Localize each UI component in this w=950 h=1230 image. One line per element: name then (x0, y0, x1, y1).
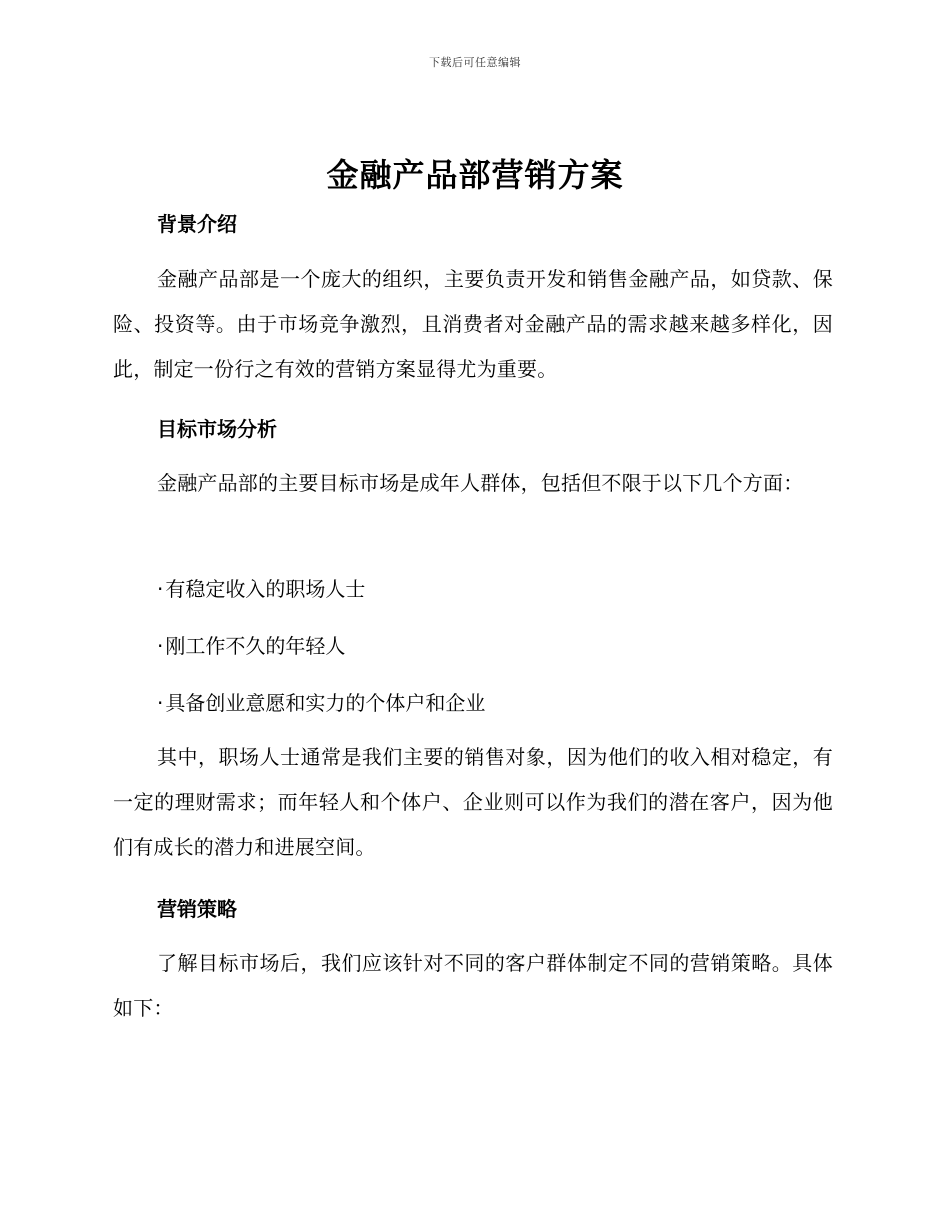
bullet-icon: · (157, 577, 164, 601)
list-item-text: 具备创业意愿和实力的个体户和企业 (165, 691, 486, 715)
paragraph-target-market-conclusion: 其中，职场人士通常是我们主要的销售对象，因为他们的收入相对稳定，有一定的理财需求；而年轻人和个体户、企业则可以作为我们的潜在客户，因为他们有成长的潜力和进展空间。 (113, 745, 833, 859)
list-item (157, 630, 345, 659)
paragraph-target-market-intro: 金融产品部的主要目标市场是成年人群体，包括但不限于以下几个方面： (157, 471, 804, 495)
list-item-text: 有稳定收入的职场人士 (165, 577, 366, 601)
paragraph-background: 金融产品部是一个庞大的组织，主要负责开发和销售金融产品，如贷款、保险、投资等。由于市场竞争激烈，且消费者对金融产品的需求越来越多样化，因此，制定一份行之有效的营销方案显得尤为重要。 (113, 267, 833, 381)
paragraph-strategy: 了解目标市场后，我们应该针对不同的客户群体制定不同的营销策略。具体如下： (113, 951, 833, 1020)
section-heading-background: 背景介绍 (157, 212, 237, 236)
section-heading-target-market: 目标市场分析 (157, 417, 277, 441)
list-item-text: 刚工作不久的年轻人 (165, 634, 346, 658)
document-title: 金融产品部营销方案 (326, 156, 624, 194)
section-heading-strategy: 营销策略 (157, 897, 237, 921)
list-item (157, 573, 365, 602)
list-item (157, 687, 485, 716)
bullet-icon: · (157, 634, 164, 658)
header-note: 下载后可任意编辑 (429, 56, 521, 69)
bullet-icon: · (157, 691, 164, 715)
